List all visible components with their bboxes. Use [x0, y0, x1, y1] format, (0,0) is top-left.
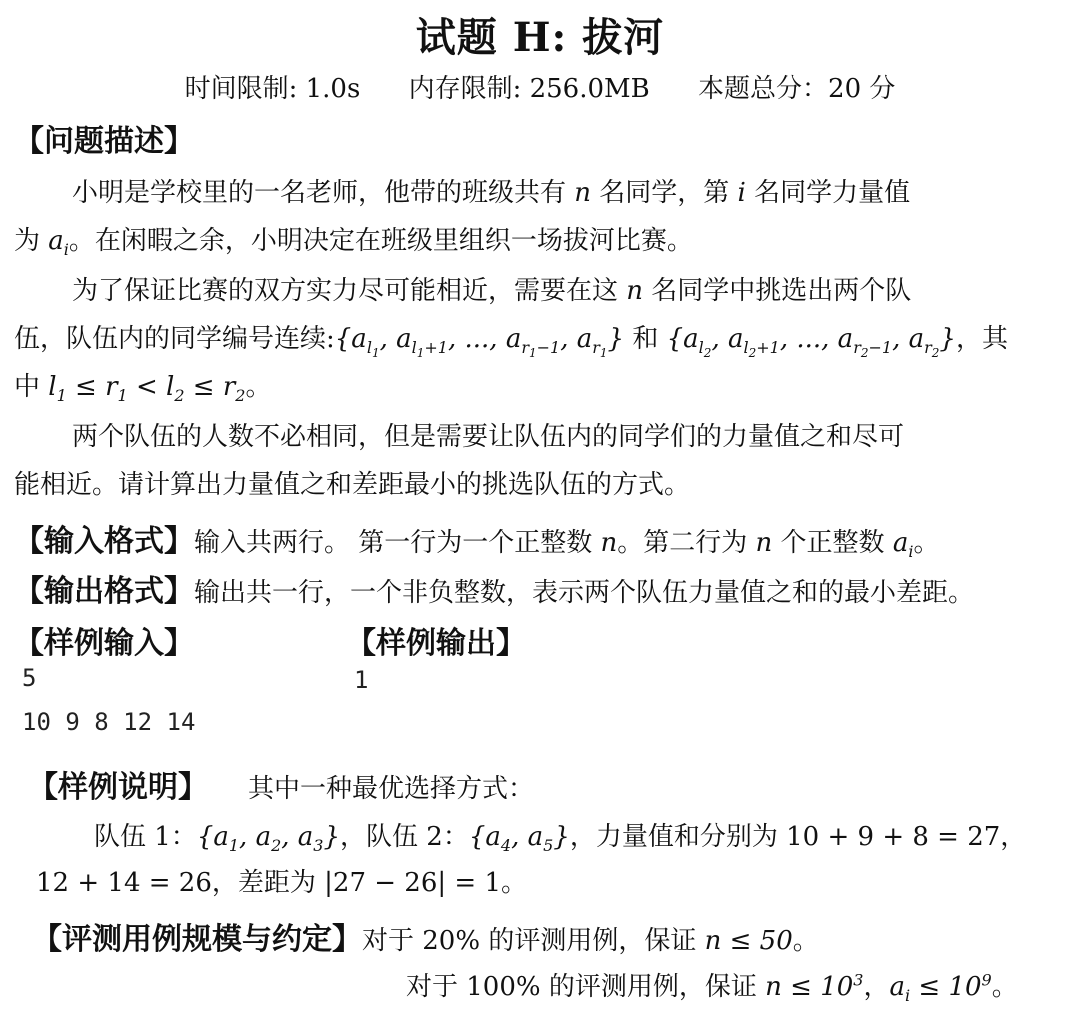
math-team1-set: {$a_{l_1}$, $a_{l_1+1}$, ..., $a_{r_1-1}$, $a_{r_1}$}: [334, 324, 625, 361]
description-paragraph-1-line-1: 小明是学校里的一名老师，他带的班级共有 n 名同学，第 i 名同学力量值: [72, 178, 911, 208]
description-paragraph-2-line-2: 伍，队伍内的同学编号连续$:\{a_{l_1}$, $a_{l_1+1}$, ..., $a_{r_1-1}$, $a_{r_1}$} 和 {$a_{l_2}$, $a_{l_2+1}$, ..., $a_{r_2-1}$, $a_{r_2}$}，其: [14, 324, 1008, 361]
sample-input-heading: 【样例输入】: [14, 626, 194, 661]
sample-output-heading: 【样例输出】: [346, 626, 526, 661]
explanation-line-1: 队伍 1：{$a_1$, $a_2$, $a_3$}，队伍 2：{$a_4$, $a_5$}，力量值和分别为 10 + 9 + 8 = 27，: [94, 822, 1027, 856]
description-heading: 【问题描述】: [14, 124, 194, 159]
math-a-i: $a_i$: [892, 528, 914, 562]
explanation-intro: 其中一种最优选择方式：: [248, 774, 535, 804]
input-format-heading: 【输入格式】: [14, 524, 194, 559]
constraints-line-1: 【评测用例规模与约定】对于 20% 的评测用例，保证 n ≤ 50。: [32, 922, 819, 957]
explanation-heading: 【样例说明】: [28, 770, 208, 805]
limits-line: [0, 68, 1080, 105]
total-score: 本题总分：20 分: [698, 74, 896, 104]
description-paragraph-2-line-1: 为了保证比赛的双方实力尽可能相近，需要在这 n 名同学中挑选出两个队: [72, 276, 912, 306]
math-order-condition: $l_1 \le r_1 < l_2 \le r_2$: [48, 372, 246, 406]
constraints-line-2: 对于 100% 的评测用例，保证 $n \le 10^3$，$a_i \le 10^9$。: [406, 970, 1018, 1006]
memory-limit: 内存限制: 256.0MB: [408, 74, 650, 104]
description-paragraph-3-line-1: 两个队伍的人数不必相同，但是需要让队伍内的同学们的力量值之和尽可: [72, 422, 905, 452]
math-c100-n: $n \le 10^3$: [765, 970, 864, 1002]
math-c100-a: $a_i \le 10^9$: [889, 970, 992, 1006]
input-format-line: 【输入格式】输入共两行。 第一行为一个正整数 n。第二行为 n 个正整数 $a_i$。: [14, 524, 940, 562]
output-format-line: [14, 566, 974, 610]
math-ex-team2: {$a_4$, $a_5$}: [468, 822, 570, 856]
math-a-i: $a_i$: [48, 226, 69, 260]
explanation-line: [28, 762, 534, 806]
problem-title: 试题 H: 拔河: [415, 14, 665, 61]
constraints-heading: 【评测用例规模与约定】: [32, 922, 362, 957]
sample-output-line-1: 1: [354, 666, 369, 694]
sample-input-line-2: 10 9 8 12 14: [22, 708, 196, 736]
output-format-text: 输出共一行，一个非负整数，表示两个队伍力量值之和的最小差距。: [194, 578, 975, 608]
sample-input-line-1: 5: [22, 664, 37, 692]
math-c20: n ≤ 50: [704, 926, 793, 956]
time-limit: 时间限制: 1.0s: [184, 74, 361, 104]
description-paragraph-1-line-2: 为 $a_i$。在闲暇之余，小明决定在班级里组织一场拔河比赛。: [14, 226, 693, 260]
math-team2-set: {$a_{l_2}$, $a_{l_2+1}$, ..., $a_{r_2-1}$, $a_{r_2}$}: [666, 324, 956, 361]
description-paragraph-3-line-2: 能相近。请计算出力量值之和差距最小的挑选队伍的方式。: [14, 470, 691, 500]
description-paragraph-2-line-3: 中 $l_1 \le r_1 < l_2 \le r_2$。: [14, 372, 272, 406]
math-ex-team1: {$a_1$, $a_2$, $a_3$}: [196, 822, 341, 856]
explanation-line-2: 12 + 14 = 26，差距为 |27 − 26| = 1。: [36, 868, 528, 898]
output-format-heading: 【输出格式】: [14, 574, 194, 609]
